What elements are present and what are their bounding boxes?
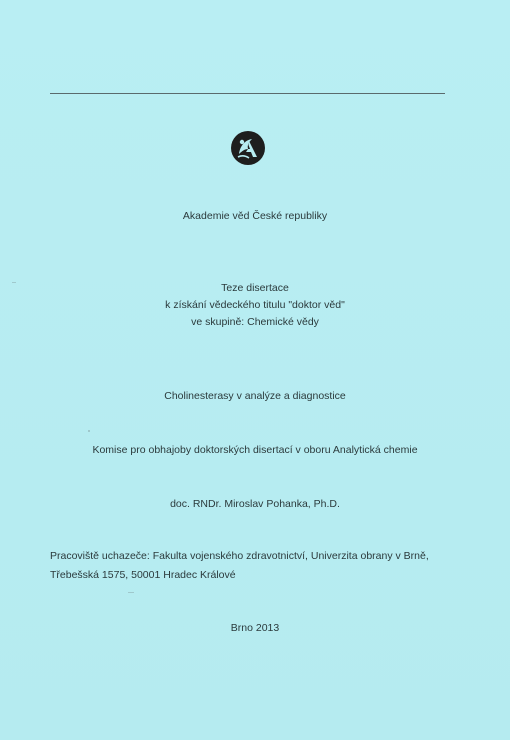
scan-speck [128,592,134,593]
field-group-line: ve skupině: Chemické vědy [191,316,319,328]
academy-logo-icon [230,130,266,166]
scan-speck [12,282,16,283]
place-date: Brno 2013 [230,622,280,634]
thesis-title: Cholinesterasy v analýze a diagnostice [164,390,346,402]
author-name: doc. RNDr. Miroslav Pohanka, Ph.D. [170,498,340,510]
top-divider [50,93,445,94]
degree-line: k získání vědeckého titulu "doktor věd" [165,299,345,311]
thesis-type: Teze disertace [221,282,289,294]
workplace-line-1: Pracoviště uchazeče: Fakulta vojenského zdravotnictví, Univerzita obrany v Brně, [50,550,429,562]
committee-line: Komise pro obhajoby doktorských disertací v oboru Analytická chemie [92,444,418,456]
workplace-line-2: Třebešská 1575, 50001 Hradec Králové [50,569,236,581]
scan-speck [88,430,90,432]
institution-name: Akademie věd České republiky [182,210,328,222]
